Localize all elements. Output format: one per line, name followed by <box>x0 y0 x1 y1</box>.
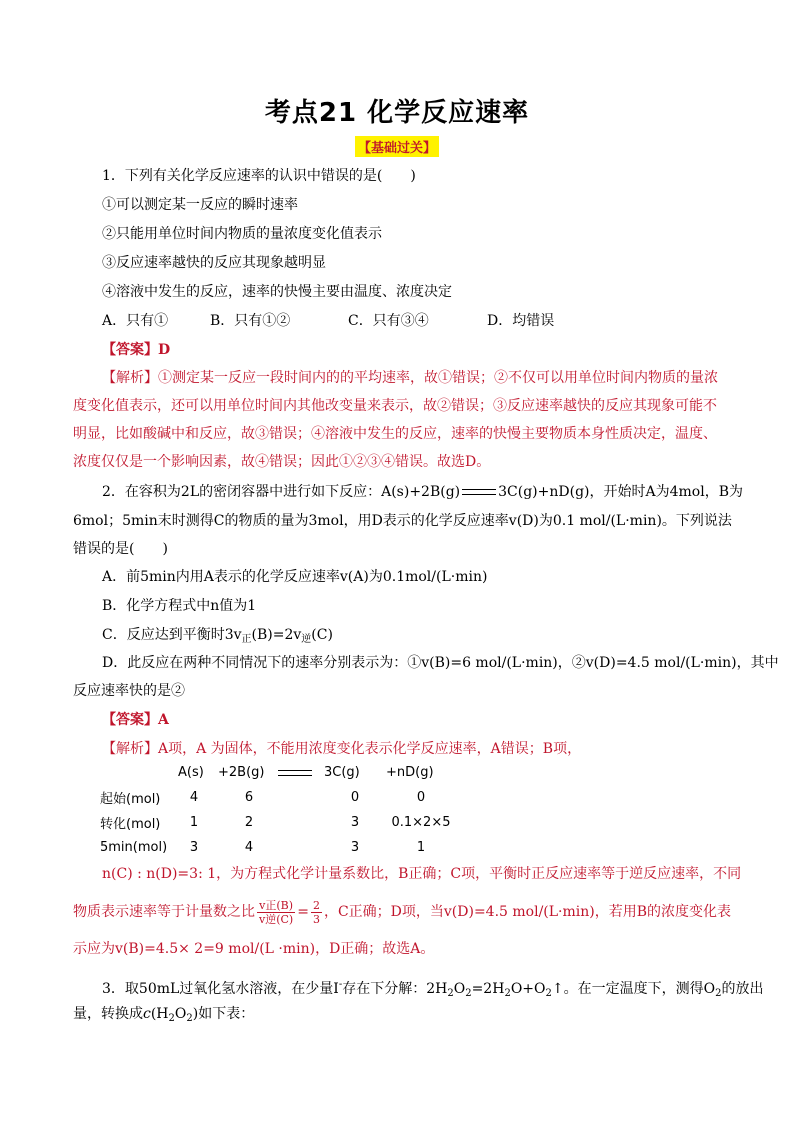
calc-header-c: 3C(g) <box>324 765 360 780</box>
table-row <box>100 785 456 810</box>
q1-analysis-2: 度变化值表示，还可以用单位时间内其他改变量来表示，故②错误；③反应速率越快的反应其现象可能不 <box>73 398 717 414</box>
cell: 3 <box>350 840 360 855</box>
cell: 4 <box>244 840 254 855</box>
table-row <box>100 810 456 835</box>
q2-analysis-3: 物质表示速率等于计量数之比 $\frac{\text{v正(B)}}{\text{v逆(C)}}$ = $\frac{2}{3}$ ，C正确；D项，当v(D)=4.5 mol/(L·min)，若用B的浓度变化表 <box>73 898 732 926</box>
q2-answer: 【答案】A <box>102 712 169 728</box>
q1-option-d: D．均错误 <box>487 313 555 329</box>
q2-analysis-3b: ，C正确；D项，当v(D)=4.5 mol/(L·min)，若用B的浓度变化表 <box>323 904 732 920</box>
q3-sub: 2 <box>715 988 722 999</box>
cell: 6 <box>244 790 254 805</box>
calc-header-a: A(s) <box>178 765 204 780</box>
q3-line-1 <box>102 975 763 1004</box>
q2-stem-1b: 3C(g)+nD(g)，开始时A为4mol，B为 <box>498 484 743 500</box>
section-tag-wrap <box>0 136 794 157</box>
q1-analysis-4: 浓度仅仅是一个影响因素，故④错误；因此①②③④错误。故选D。 <box>73 454 491 470</box>
q2-stem-1a: 2．在容积为2L的密闭容器中进行如下反应：A(s)+2B(g) <box>102 484 461 500</box>
q3-text: (H <box>150 1006 169 1022</box>
q3-text: O <box>174 1006 187 1022</box>
q3-text: O+O <box>510 981 546 997</box>
q1-analysis-1: 【解析】①测定某一反应一段时间内的的平均速率，故①错误；②不仅可以用单位时间内物质的量浓 <box>102 370 718 386</box>
section-tag: 【基础过关】 <box>355 136 439 157</box>
calculation-table <box>100 760 456 860</box>
q2-option-c-c: (C) <box>311 627 333 643</box>
q1-item-1: ①可以测定某一反应的瞬时速率 <box>102 197 298 213</box>
row-label: 5min(mol) <box>100 840 168 855</box>
q2-analysis-3a: 物质表示速率等于计量数之比 <box>73 904 255 920</box>
fraction-denominator: v逆(C) <box>259 912 294 926</box>
q2-option-d-1: D．此反应在两种不同情况下的速率分别表示为：①v(B)=6 mol/(L·min)，②v(D)=4.5 mol/(L·min)，其中 <box>102 655 779 671</box>
q2-analysis-2: n(C) : n(D)=3: 1，为方程式化学计量系数比，B正确；C项，平衡时正反应速率等于逆反应速率，不同 <box>102 866 742 882</box>
q1-item-3: ③反应速率越快的反应其现象越明显 <box>102 255 326 271</box>
q3-text: 的放出 <box>721 981 764 997</box>
fraction-numerator: 2 <box>312 898 320 912</box>
calc-header-b: +2B(g) <box>218 765 265 780</box>
value-fraction <box>311 899 322 926</box>
calc-header-row <box>100 760 456 785</box>
q2-option-a: A．前5min内用A表示的化学反应速率v(A)为0.1mol/(L·min) <box>102 569 488 585</box>
q1-answer: 【答案】D <box>102 342 171 358</box>
q3-text: =2H <box>471 981 505 997</box>
q2-option-b: B．化学方程式中n值为1 <box>102 598 257 614</box>
equilibrium-arrow-icon <box>278 768 312 778</box>
cell: 1 <box>189 815 199 830</box>
q2-option-c-sub1: 正 <box>241 634 252 645</box>
q1-option-b: B．只有①② <box>210 313 291 329</box>
cell: 0.1×2×5 <box>391 815 451 830</box>
cell: 3 <box>189 840 199 855</box>
q2-stem-3: 错误的是( ) <box>73 541 168 557</box>
cell: 2 <box>244 815 254 830</box>
q3-text: O <box>453 981 466 997</box>
cell: 3 <box>350 815 360 830</box>
q2-option-c <box>102 625 333 650</box>
fraction-numerator: v正(B) <box>257 899 295 913</box>
q3-sub: 2 <box>504 988 511 999</box>
row-label: 转化(mol) <box>100 817 161 832</box>
q1-stem: 1．下列有关化学反应速率的认识中错误的是( ) <box>102 168 416 184</box>
q2-analysis-4: 示应为v(B)=4.5× 2=9 mol/(L ·min)，D正确；故选A。 <box>73 941 435 957</box>
cell: 0 <box>416 790 426 805</box>
q1-item-2: ②只能用单位时间内物质的量浓度变化值表示 <box>102 226 382 242</box>
q1-analysis-3: 明显，比如酸碱中和反应，故③错误；④溶液中发生的反应，速率的快慢主要物质本身性质决定，温度、 <box>73 426 717 442</box>
rate-ratio-fraction <box>257 899 295 926</box>
q3-sub: 2 <box>168 1013 175 1024</box>
q2-stem-1 <box>102 482 743 502</box>
q3-text: 量，转换成 <box>73 1006 143 1022</box>
q1-option-a: A．只有① <box>102 313 169 329</box>
q1-item-4: ④溶液中发生的反应，速率的快慢主要由温度、浓度决定 <box>102 284 452 300</box>
q3-sub: 2 <box>447 988 454 999</box>
fraction-denominator: 3 <box>312 912 320 926</box>
q2-option-c-b: (B)=2v <box>251 627 302 643</box>
q3-line-2 <box>73 1004 254 1029</box>
q3-text: )如下表： <box>192 1006 255 1022</box>
table-row <box>100 835 456 860</box>
q3-text: c <box>143 1006 151 1022</box>
q3-text: ↑。在一定温度下，测得O <box>551 981 716 997</box>
row-label: 起始(mol) <box>100 792 161 807</box>
equilibrium-arrow-icon <box>462 487 496 497</box>
q3-sub: 2 <box>545 988 552 999</box>
q3-text: 3．取50mL过氧化氢水溶液，在少量I <box>102 981 339 997</box>
q1-option-c: C．只有③④ <box>348 313 429 329</box>
q2-option-c-sub2: 逆 <box>301 634 312 645</box>
q3-text: 存在下分解：2H <box>342 981 448 997</box>
page-title: 考点21 化学反应速率 <box>264 98 530 128</box>
q3-sub: 2 <box>465 988 472 999</box>
q3-sup: - <box>338 979 343 990</box>
cell: 4 <box>189 790 199 805</box>
q2-option-d-2: 反应速率快的是② <box>73 683 185 699</box>
cell: 1 <box>416 840 426 855</box>
q2-stem-2: 6mol；5min末时测得C的物质的量为3mol，用D表示的化学反应速率v(D)为0.1 mol/(L·min)。下列说法 <box>73 513 732 529</box>
q3-sub: 2 <box>186 1013 193 1024</box>
q2-option-c-a: C．反应达到平衡时3v <box>102 627 242 643</box>
cell: 0 <box>350 790 360 805</box>
q2-analysis-1: 【解析】A项，A 为固体，不能用浓度变化表示化学反应速率，A错误；B项， <box>102 741 582 757</box>
calc-header-d: +nD(g) <box>386 765 434 780</box>
